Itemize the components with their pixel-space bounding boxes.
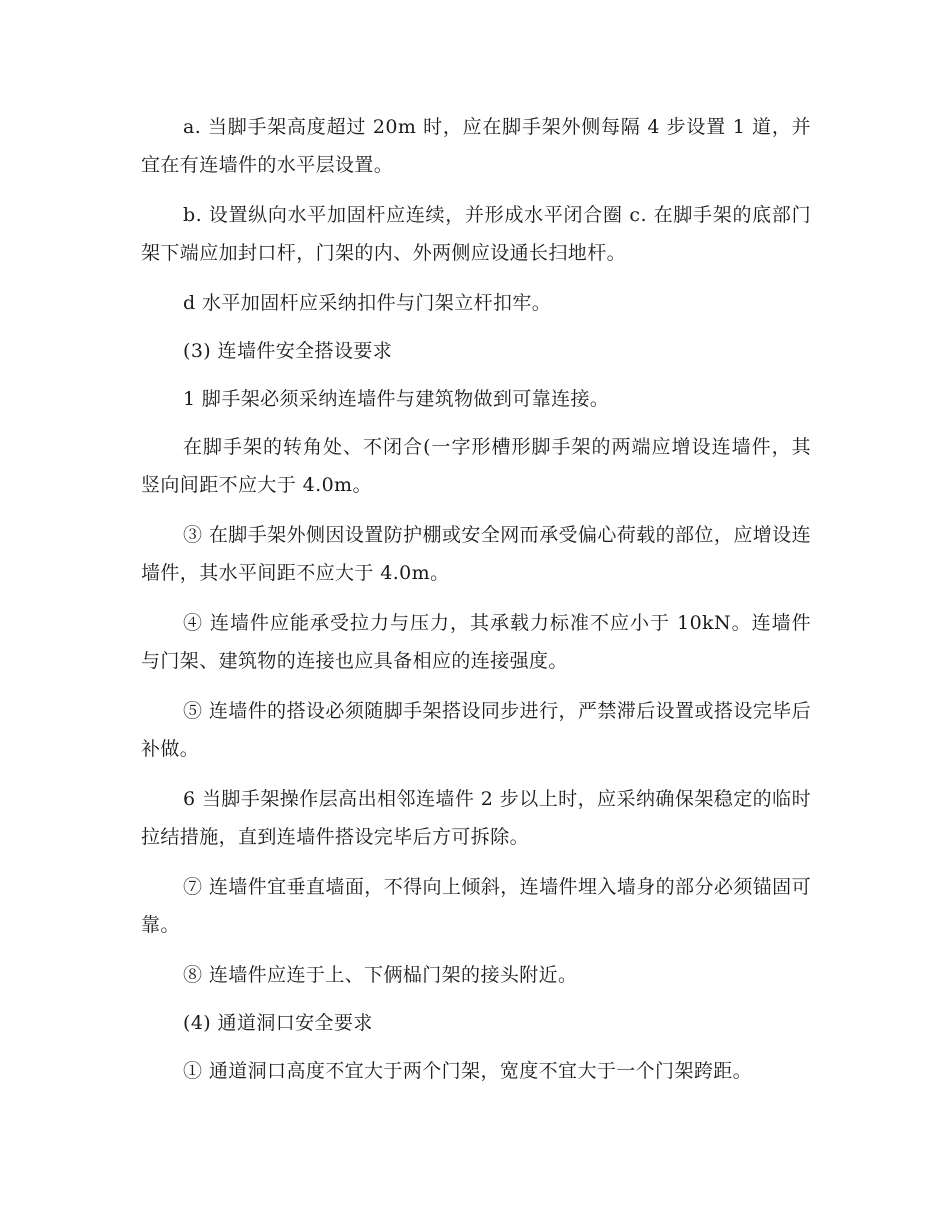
- paragraph-8: ⑧ 连墙件应连于上、下俩榀门架的接头附近。: [183, 964, 578, 986]
- paragraph-d: d 水平加固杆应采纳扣件与门架立杆扣牢。: [183, 292, 552, 314]
- section-heading-3: (3) 连墙件安全搭设要求: [183, 340, 393, 362]
- paragraph-corner: 在脚手架的转角处、不闭合(一字形槽形脚手架的两端应增设连墙件，其竖向间距不应大于 4.0m。: [141, 436, 811, 496]
- paragraph-5: ⑤ 连墙件的搭设必须随脚手架搭设同步进行，严禁滞后设置或搭设完毕后补做。: [141, 700, 811, 760]
- paragraph-1: 1 脚手架必须采纳连墙件与建筑物做到可靠连接。: [183, 388, 610, 410]
- paragraph-4: ④ 连墙件应能承受拉力与压力，其承载力标准不应小于 10kN。连墙件与门架、建筑物的连接也应具备相应的连接强度。: [141, 612, 811, 672]
- paragraph-7: ⑦ 连墙件宜垂直墙面，不得向上倾斜，连墙件埋入墙身的部分必须锚固可靠。: [141, 876, 811, 936]
- document-body: [141, 108, 811, 1100]
- paragraph-3: ③ 在脚手架外侧因设置防护棚或安全网而承受偏心荷载的部位，应增设连墙件，其水平间距不应大于 4.0m。: [141, 524, 811, 584]
- paragraph-a: a. 当脚手架高度超过 20m 时，应在脚手架外侧每隔 4 步设置 1 道，并宜在有连墙件的水平层设置。: [141, 116, 811, 176]
- section-heading-4: (4) 通道洞口安全要求: [183, 1012, 373, 1034]
- paragraph-6: 6 当脚手架操作层高出相邻连墙件 2 步以上时，应采纳确保架稳定的临时拉结措施，直到连墙件搭设完毕后方可拆除。: [141, 788, 811, 848]
- paragraph-passage-1: ① 通道洞口高度不宜大于两个门架，宽度不宜大于一个门架跨距。: [183, 1060, 753, 1082]
- paragraph-b: b. 设置纵向水平加固杆应连续，并形成水平闭合圈 c. 在脚手架的底部门架下端应加封口杆，门架的内、外两侧应设通长扫地杆。: [141, 204, 811, 264]
